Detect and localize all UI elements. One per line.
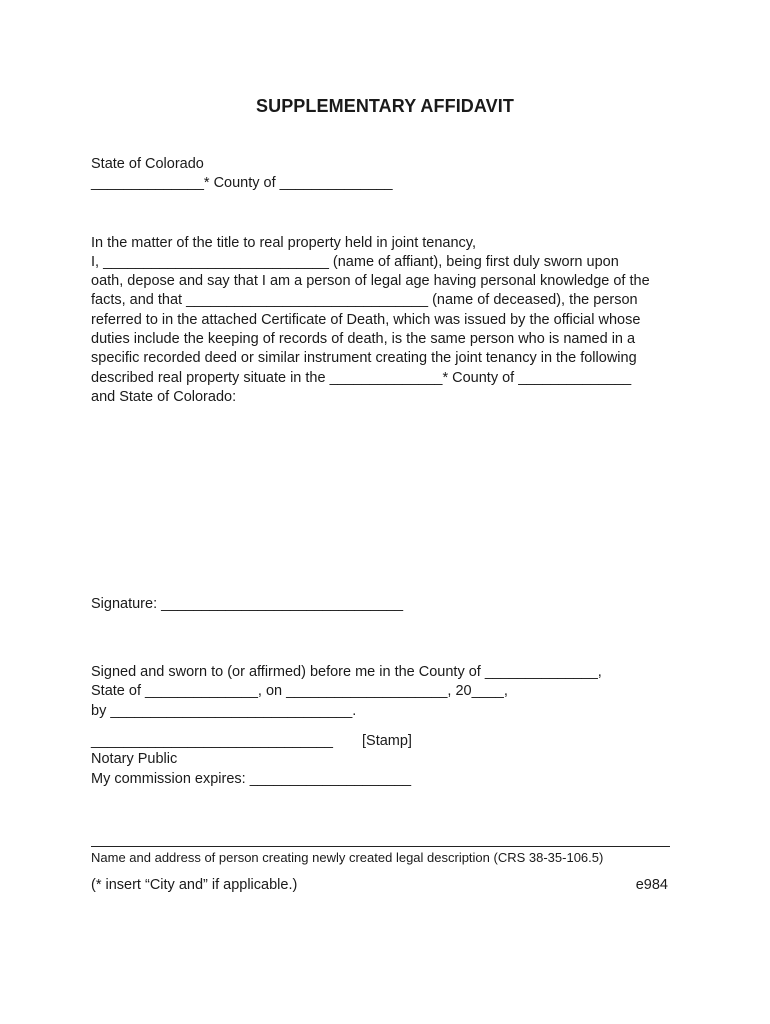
notary-signature-line: ______________________________ bbox=[91, 733, 333, 749]
county-line: ______________* County of ______________ bbox=[91, 175, 393, 191]
body-line-9: and State of Colorado: bbox=[91, 389, 237, 405]
notary-public-label: Notary Public bbox=[91, 751, 178, 767]
body-line-7: specific recorded deed or similar instrument creating the joint tenancy in the following bbox=[91, 350, 637, 366]
sworn-line-3: by ______________________________. bbox=[91, 703, 357, 719]
body-line-5: referred to in the attached Certificate of Death, which was issued by the official whose bbox=[91, 312, 641, 328]
document-title: SUPPLEMENTARY AFFIDAVIT bbox=[256, 96, 514, 116]
body-line-4: facts, and that ______________________________ (name of deceased), the person bbox=[91, 292, 638, 308]
footer-divider bbox=[91, 846, 670, 847]
body-line-2: I, ____________________________ (name of affiant), being first duly sworn upon bbox=[91, 254, 619, 270]
footer-note: (* insert “City and” if applicable.) bbox=[91, 877, 298, 893]
sworn-line-1: Signed and sworn to (or affirmed) before me in the County of ______________, bbox=[91, 664, 602, 680]
form-number: e984 bbox=[635, 877, 668, 893]
body-line-1: In the matter of the title to real property held in joint tenancy, bbox=[91, 235, 477, 251]
state-line: State of Colorado bbox=[91, 156, 204, 172]
body-line-6: duties include the keeping of records of death, is the same person who is named in a bbox=[91, 331, 636, 347]
commission-expires-line: My commission expires: ____________________ bbox=[91, 771, 412, 787]
body-line-8: described real property situate in the ______________* County of ______________ bbox=[91, 370, 632, 386]
sworn-line-2: State of ______________, on ____________________, 20____, bbox=[91, 683, 508, 699]
footer-caption: Name and address of person creating newly created legal description (CRS 38-35-106.5) bbox=[91, 850, 604, 865]
body-line-3: oath, depose and say that I am a person of legal age having personal knowledge of the bbox=[91, 273, 650, 289]
stamp-label: [Stamp] bbox=[362, 733, 412, 749]
signature-line: Signature: ______________________________ bbox=[91, 596, 404, 612]
